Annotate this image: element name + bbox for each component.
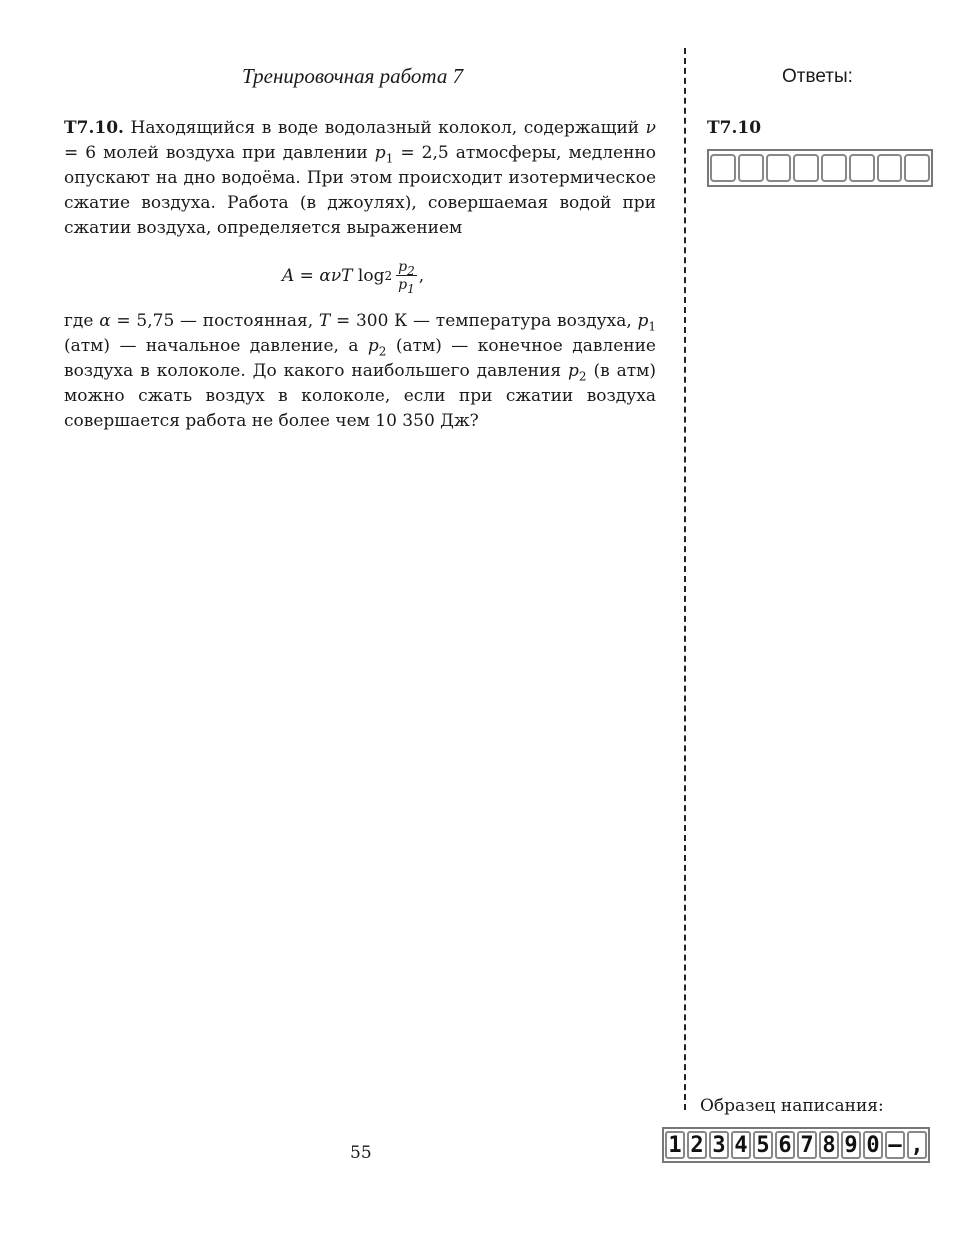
sample-char: 2: [687, 1131, 707, 1159]
formula-eq: =: [294, 266, 320, 286]
nu-symbol: ν: [645, 118, 656, 138]
problem-description: где α = 5,75 — постоянная, T = 300 К — температура воздуха, $p_1$ (атм) — начальное давление, а $p_2$ (атм) — конечное давление воздуха в колоколе. До какого наибольшего давления $p_2$ (в атм) можно сжать воздух в колоколе, если при сжатии воздуха совершается работа не более чем 10 350 Дж?: [64, 311, 657, 431]
answer-cell[interactable]: [738, 154, 764, 182]
sample-char: ,: [907, 1131, 927, 1159]
fraction-denominator: $p_1$: [398, 276, 415, 296]
answers-column-title: Ответы:: [782, 66, 853, 87]
answer-cell[interactable]: [766, 154, 792, 182]
answer-cell[interactable]: [877, 154, 903, 182]
temperature-symbol: T: [318, 311, 331, 331]
sample-char: 5: [753, 1131, 773, 1159]
answer-input-boxes[interactable]: [707, 149, 933, 187]
subscript-1: 1: [385, 151, 394, 166]
answer-cell[interactable]: [904, 154, 930, 182]
problem-text-2: = 6 молей воздуха при давлении: [64, 143, 375, 163]
formula-lhs: A: [282, 266, 295, 286]
problem-statement: [64, 116, 656, 241]
work-formula: A = ανT log 2 $\frac{p_2}{p_1}$ ,: [282, 258, 425, 296]
problem-text-1: Находящийся в воде водолазный колокол, содержащий: [130, 118, 646, 138]
answer-cell[interactable]: [821, 154, 847, 182]
sample-char: 9: [841, 1131, 861, 1159]
sample-char: 4: [731, 1131, 751, 1159]
sample-char: 0: [863, 1131, 883, 1159]
formula-comma: ,: [418, 266, 425, 286]
formula-rhs: ανT: [319, 266, 353, 286]
sample-char: 7: [797, 1131, 817, 1159]
sample-char: –: [885, 1131, 905, 1159]
problem-id: Т7.10.: [64, 118, 124, 138]
answer-cell[interactable]: [849, 154, 875, 182]
problem-text-3: = 2,5 атмосферы, медленно опускают на дно водоёма. При этом происходит изотермическое сжатие воздуха. Работа (в джоулях), совершаемая водой при сжатии воздуха, определяется выражением: [64, 143, 656, 238]
dashed-divider: [684, 48, 686, 1110]
formula-fraction: [396, 259, 417, 294]
sample-writing-boxes: [662, 1127, 930, 1163]
sample-char: 3: [709, 1131, 729, 1159]
answer-cell[interactable]: [793, 154, 819, 182]
fraction-numerator: $p_2$: [398, 258, 415, 278]
page-number: 55: [350, 1143, 372, 1163]
sample-char: 6: [775, 1131, 795, 1159]
sample-char: 8: [819, 1131, 839, 1159]
sample-char: 1: [665, 1131, 685, 1159]
formula-log: log: [352, 266, 385, 286]
pressure-symbol: p: [374, 143, 386, 163]
sample-label: Образец написания:: [700, 1096, 884, 1116]
alpha-symbol: α: [99, 311, 111, 331]
answer-cell[interactable]: [710, 154, 736, 182]
page-header-title: Тренировочная работа 7: [242, 64, 464, 88]
answer-task-id: Т7.10: [707, 118, 762, 138]
